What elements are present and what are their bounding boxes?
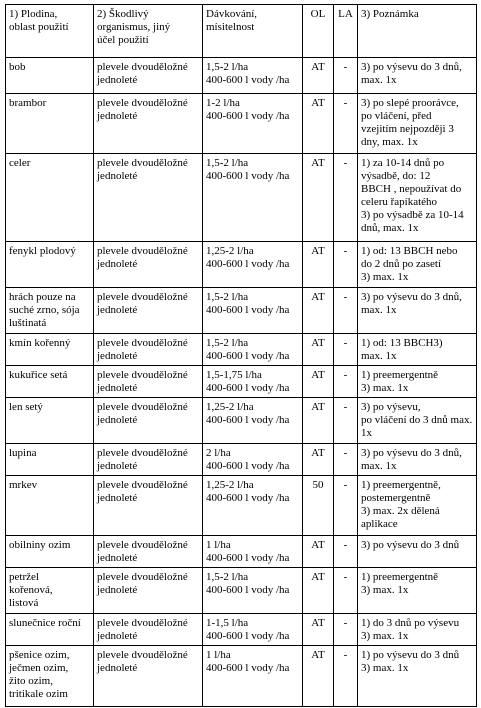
cell-crop: pšenice ozim, ječmen ozim, žito ozim, tritikale ozim: [6, 646, 94, 707]
cell-dosage: 1,5-2 l/ha 400-600 l vody /ha: [203, 58, 303, 94]
cell-la: -: [334, 476, 358, 536]
cell-la: -: [334, 444, 358, 476]
cell-target-organism: plevele dvouděložné jednoleté: [94, 94, 203, 154]
table-row: [6, 334, 477, 366]
cell-dosage: 1,5-2 l/ha 400-600 l vody /ha: [203, 568, 303, 614]
cell-note: 3) po výsevu do 3 dnů, max. 1x: [358, 288, 477, 334]
cell-crop: fenykl plodový: [6, 242, 94, 288]
cell-crop: obilniny ozim: [6, 536, 94, 568]
cell-dosage: 1,5-2 l/ha 400-600 l vody /ha: [203, 288, 303, 334]
table-row: [6, 58, 477, 94]
cell-ol: AT: [303, 334, 334, 366]
header-note: 3) Poznámka: [358, 5, 477, 58]
cell-la: -: [334, 646, 358, 707]
cell-ol: AT: [303, 568, 334, 614]
cell-crop: kukuřice setá: [6, 366, 94, 398]
cell-la: -: [334, 536, 358, 568]
cell-ol: AT: [303, 444, 334, 476]
table-row: [6, 614, 477, 646]
pesticide-usage-table: [5, 4, 477, 707]
cell-note: 1) preemergentně 3) max. 1x: [358, 568, 477, 614]
cell-target-organism: plevele dvouděložné jednoleté: [94, 334, 203, 366]
cell-ol: AT: [303, 154, 334, 242]
cell-dosage: 1-1,5 l/ha 400-600 l vody /ha: [203, 614, 303, 646]
cell-ol: AT: [303, 288, 334, 334]
cell-target-organism: plevele dvouděložné jednoleté: [94, 58, 203, 94]
cell-note: 1) od: 13 BBCH nebo do 2 dnů po zasetí 3) max. 1x: [358, 242, 477, 288]
cell-crop: celer: [6, 154, 94, 242]
cell-ol: AT: [303, 646, 334, 707]
cell-ol: 50: [303, 476, 334, 536]
cell-la: -: [334, 288, 358, 334]
table-row: [6, 366, 477, 398]
cell-dosage: 2 l/ha 400-600 l vody /ha: [203, 444, 303, 476]
cell-la: -: [334, 94, 358, 154]
cell-dosage: 1,5-2 l/ha 400-600 l vody /ha: [203, 334, 303, 366]
cell-dosage: 1,25-2 l/ha 400-600 l vody /ha: [203, 398, 303, 444]
cell-ol: AT: [303, 398, 334, 444]
cell-crop: bob: [6, 58, 94, 94]
table-row: [6, 646, 477, 707]
cell-target-organism: plevele dvouděložné jednoleté: [94, 444, 203, 476]
table-row: [6, 242, 477, 288]
cell-target-organism: plevele dvouděložné jednoleté: [94, 154, 203, 242]
cell-crop: lupina: [6, 444, 94, 476]
header-dosage: Dávkování, mísitelnost: [203, 5, 303, 58]
cell-target-organism: plevele dvouděložné jednoleté: [94, 568, 203, 614]
cell-la: -: [334, 58, 358, 94]
cell-ol: AT: [303, 58, 334, 94]
cell-crop: petržel kořenová, listová: [6, 568, 94, 614]
cell-la: -: [334, 614, 358, 646]
cell-crop: slunečnice roční: [6, 614, 94, 646]
cell-la: -: [334, 366, 358, 398]
cell-target-organism: plevele dvouděložné jednoleté: [94, 646, 203, 707]
cell-target-organism: plevele dvouděložné jednoleté: [94, 366, 203, 398]
cell-la: -: [334, 242, 358, 288]
cell-dosage: 1 l/ha 400-600 l vody /ha: [203, 536, 303, 568]
cell-la: -: [334, 568, 358, 614]
table-row: [6, 444, 477, 476]
cell-crop: brambor: [6, 94, 94, 154]
cell-la: -: [334, 154, 358, 242]
cell-ol: AT: [303, 536, 334, 568]
registration-table-sheet: [5, 4, 476, 706]
table-row: [6, 536, 477, 568]
header-la: LA: [334, 5, 358, 58]
table-header-row: [6, 5, 477, 58]
cell-la: -: [334, 398, 358, 444]
cell-note: 3) po slepé proorávce, po vláčení, před vzejitím nejpozději 3 dny, max. 1x: [358, 94, 477, 154]
cell-dosage: 1,5-1,75 l/ha 400-600 l vody /ha: [203, 366, 303, 398]
table-row: [6, 94, 477, 154]
table-row: [6, 398, 477, 444]
cell-dosage: 1 l/ha 400-600 l vody /ha: [203, 646, 303, 707]
cell-dosage: 1,25-2 l/ha 400-600 l vody /ha: [203, 242, 303, 288]
header-ol: OL: [303, 5, 334, 58]
cell-crop: hrách pouze na suché zrno, sója luštinatá: [6, 288, 94, 334]
cell-target-organism: plevele dvouděložné jednoleté: [94, 476, 203, 536]
table-row: [6, 154, 477, 242]
cell-crop: mrkev: [6, 476, 94, 536]
cell-crop: len setý: [6, 398, 94, 444]
cell-ol: AT: [303, 614, 334, 646]
cell-target-organism: plevele dvouděložné jednoleté: [94, 536, 203, 568]
cell-la: -: [334, 334, 358, 366]
cell-dosage: 1-2 l/ha 400-600 l vody /ha: [203, 94, 303, 154]
header-target-organism: 2) Škodlivý organismus, jiný účel použití: [94, 5, 203, 58]
table-row: [6, 568, 477, 614]
cell-note: 3) po výsevu do 3 dnů: [358, 536, 477, 568]
cell-note: 1) za 10-14 dnů po výsadbě, do: 12 BBCH , nepoužívat do celeru řapíkatého 3) po výsadbě za 10-14 dnů, max. 1x: [358, 154, 477, 242]
cell-note: 1) po výsevu do 3 dnů 3) max. 1x: [358, 646, 477, 707]
cell-note: 1) do 3 dnů po výsevu 3) max. 1x: [358, 614, 477, 646]
cell-dosage: 1,25-2 l/ha 400-600 l vody /ha: [203, 476, 303, 536]
table-row: [6, 288, 477, 334]
cell-note: 3) po výsevu do 3 dnů, max. 1x: [358, 444, 477, 476]
cell-target-organism: plevele dvouděložné jednoleté: [94, 288, 203, 334]
cell-note: 3) po výsevu do 3 dnů, max. 1x: [358, 58, 477, 94]
cell-crop: kmín kořenný: [6, 334, 94, 366]
cell-note: 1) preemergentně, postemergentně 3) max. 2x dělená aplikace: [358, 476, 477, 536]
cell-target-organism: plevele dvouděložné jednoleté: [94, 614, 203, 646]
cell-ol: AT: [303, 366, 334, 398]
cell-target-organism: plevele dvouděložné jednoleté: [94, 242, 203, 288]
cell-dosage: 1,5-2 l/ha 400-600 l vody /ha: [203, 154, 303, 242]
cell-note: 1) preemergentně 3) max. 1x: [358, 366, 477, 398]
cell-ol: AT: [303, 242, 334, 288]
cell-ol: AT: [303, 94, 334, 154]
cell-note: 3) po výsevu, po vláčení do 3 dnů max. 1x: [358, 398, 477, 444]
cell-note: 1) od: 13 BBCH3) max. 1x: [358, 334, 477, 366]
table-row: [6, 476, 477, 536]
header-crop: 1) Plodina, oblast použití: [6, 5, 94, 58]
cell-target-organism: plevele dvouděložné jednoleté: [94, 398, 203, 444]
